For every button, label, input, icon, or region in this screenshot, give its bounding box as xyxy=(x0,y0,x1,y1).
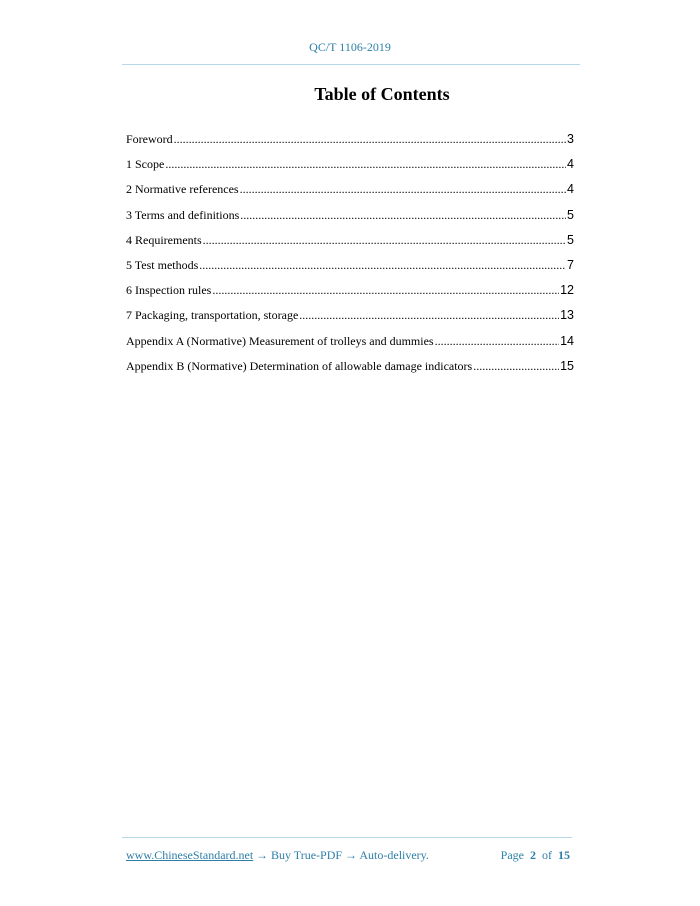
toc-entry-page: 5 xyxy=(567,232,574,247)
toc-dot-leader xyxy=(203,233,566,248)
page-of: of xyxy=(542,848,552,862)
toc-entry-label: 3 Terms and definitions xyxy=(126,207,240,222)
toc-entry-scope[interactable] xyxy=(126,157,574,182)
toc-entry-label: Foreword xyxy=(126,132,173,146)
page-prefix: Page xyxy=(500,848,524,862)
toc-entry-foreword[interactable] xyxy=(126,132,574,157)
toc-dot-leader xyxy=(299,308,559,323)
page-current: 2 xyxy=(530,848,536,862)
toc-entry-appendix-b[interactable] xyxy=(126,359,574,384)
toc-entry-page: 15 xyxy=(560,358,574,373)
toc-entry-test-methods[interactable] xyxy=(126,258,574,283)
toc-entry-page: 7 xyxy=(567,257,574,272)
page-title: Table of Contents xyxy=(314,84,450,104)
website-link[interactable]: www.ChineseStandard.net xyxy=(126,848,254,862)
header-divider xyxy=(122,64,580,65)
toc-entry-page: 4 xyxy=(567,182,574,197)
toc-entry-label: 1 Scope xyxy=(126,157,165,172)
toc-dot-leader xyxy=(435,334,559,349)
toc-dot-leader xyxy=(199,258,566,273)
toc-entry-label: 4 Requirements xyxy=(126,232,202,247)
toc-entry-page: 4 xyxy=(567,157,574,172)
toc-dot-leader xyxy=(165,157,566,172)
toc-entry-normative-references[interactable] xyxy=(126,182,574,207)
toc-dot-leader xyxy=(212,283,559,298)
header-document-code: QC/T 1106-2019 xyxy=(309,40,391,54)
toc-entry-page: 12 xyxy=(560,283,574,298)
toc-dot-leader xyxy=(174,132,566,147)
toc-entry-appendix-a[interactable] xyxy=(126,334,574,359)
toc-entry-label: 6 Inspection rules xyxy=(126,283,212,298)
footer-divider xyxy=(122,837,572,838)
toc-entry-page: 13 xyxy=(560,308,574,323)
toc-entry-label: 2 Normative references xyxy=(126,182,239,197)
page-number xyxy=(501,848,570,863)
toc-dot-leader xyxy=(473,359,559,374)
footer-promo-text: → Buy True-PDF → Auto-delivery. xyxy=(256,848,429,862)
toc-entry-label: Appendix A (Normative) Measurement of trolleys and dummies xyxy=(126,333,434,348)
toc-entry-packaging[interactable] xyxy=(126,308,574,333)
toc-dot-leader xyxy=(240,208,566,223)
toc-dot-leader xyxy=(240,182,566,197)
toc-entry-label: Appendix B (Normative) Determination of allowable damage indicators xyxy=(126,358,473,373)
page-total: 15 xyxy=(558,848,570,862)
toc-entry-page: 5 xyxy=(567,207,574,222)
toc-entry-label: 5 Test methods xyxy=(126,257,199,272)
toc-entry-terms-and-definitions[interactable] xyxy=(126,208,574,233)
toc-entry-page: 14 xyxy=(560,333,574,348)
toc-entry-label: 7 Packaging, transportation, storage xyxy=(126,308,299,323)
toc-entry-inspection-rules[interactable] xyxy=(126,283,574,308)
toc-entry-requirements[interactable] xyxy=(126,233,574,258)
toc-entry-page: 3 xyxy=(567,132,574,146)
table-of-contents xyxy=(126,132,574,384)
